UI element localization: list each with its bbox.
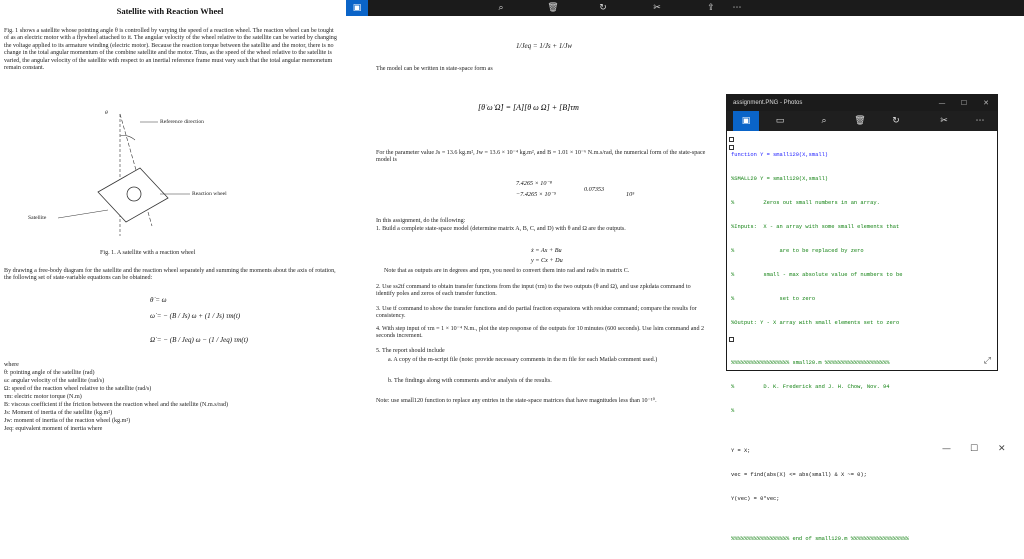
window-controls-bottom xyxy=(920,440,1024,459)
assignment-intro: In this assignment, do the following: xyxy=(376,218,466,224)
maximize-button[interactable]: ☐ xyxy=(960,99,968,107)
jeq-equation: 1/Jeq = 1/Js + 1/Jw xyxy=(516,42,573,50)
equation-wheel: Ω̇ = − (B / Jeq) ω − (1 / Jeq) τm(t) xyxy=(150,336,249,344)
def-6: Jw: moment of inertia of the reaction wheel (kg.m²) xyxy=(4,418,131,424)
close-icon[interactable]: ✕ xyxy=(998,444,1006,454)
minimize-button[interactable]: — xyxy=(938,99,946,107)
num-c: 0.07353 xyxy=(584,186,605,193)
code-line: Y(vec) = 0*vec; xyxy=(731,496,780,502)
doc-title: Satellite with Reaction Wheel xyxy=(116,6,224,16)
image-icon[interactable]: ▣ xyxy=(346,0,368,16)
code-line: % xyxy=(731,408,735,414)
task-2: 2. Use ss2tf command to obtain transfer functions from the input (τm) to the two outputs (θ and Ω), and use zpkdata command to identify poles and zeros of each transfer function. xyxy=(376,284,691,298)
fullscreen-icon[interactable]: ⤢ xyxy=(983,356,991,366)
maximize-icon[interactable]: ☐ xyxy=(970,444,979,454)
equation-theta: θ̇ = ω xyxy=(150,296,167,304)
where-text: where xyxy=(4,362,19,368)
svg-text:[θ̇ ω̇ Ω̇] = [A][θ ω Ω] + [B]τ: [θ̇ ω̇ Ω̇] = [A][θ ω Ω] + [B]τm xyxy=(478,103,579,112)
fold-marker[interactable] xyxy=(729,145,734,150)
fbd-paragraph: By drawing a free-body diagram for the satellite and the reaction wheel separately and summing the moments about the axis of rotation, the following set of state-variable equations can be obtained: xyxy=(4,268,336,282)
reaction-wheel-shape xyxy=(127,187,141,201)
task-5b: b. The findings along with comments and/or analysis of the results. xyxy=(388,378,552,384)
code-line: vec = find(abs(X) <= abs(small) & X ~= 0); xyxy=(731,472,867,478)
num-a: 7.4265 × 10⁻⁸ xyxy=(516,180,552,187)
fold-marker[interactable] xyxy=(729,137,734,142)
equation-omega: ω̇ = − (B / Js) ω + (1 / Js) τm(t) xyxy=(150,312,241,320)
code-image xyxy=(731,135,995,542)
viewer-toolbar xyxy=(346,0,1024,16)
task-4: 4. With step input of τm = 1 × 10⁻⁴ N.m., plot the step response of the outputs for 10 minutes (600 seconds). Use lsim command and 2 seconds increment. xyxy=(376,326,705,340)
equation-state: ẋ = Ax + Bu xyxy=(531,247,562,254)
def-5: Js: Moment of inertia of the satellite (kg.m²) xyxy=(4,410,113,416)
equation-output: y = Cx + Du xyxy=(531,257,563,264)
reference-direction-label: Reference direction xyxy=(160,119,204,125)
def-3: τm: electric motor torque (N.m) xyxy=(4,394,82,400)
edit-icon[interactable]: ✂ xyxy=(653,3,661,13)
code-line: %Output: Y - X array with small elements set to zero xyxy=(731,320,900,326)
code-line: % are to be replaced by zero xyxy=(731,248,864,254)
photos-window xyxy=(726,94,998,542)
photos-toolbar xyxy=(727,111,997,131)
task-5a: a. A copy of the m-script file (note: provide necessary comments in the m file for each Matlab comment used.) xyxy=(388,357,658,363)
more-icon[interactable]: ⋯ xyxy=(975,116,985,126)
theta-label: θ xyxy=(105,110,108,116)
photos-title: assignment.PNG - Photos xyxy=(733,100,803,106)
zoom-icon[interactable]: ⌕ xyxy=(821,116,827,126)
code-line: %%%%%%%%%%%%%%%%%% end of small120.m %%%%%%%%%%%%%%%%%% xyxy=(731,536,909,542)
figure-caption: Fig. 1. A satellite with a reaction wheel xyxy=(100,250,196,256)
task-3: 3. Use tf command to show the transfer functions and do partial fraction expansions with residue command; compare the results for consistency. xyxy=(376,306,697,320)
code-line: % D. K. Frederick and J. H. Chow, Nov. 94 xyxy=(731,384,890,390)
code-line: %SMALL20 Y = small120(X,small) xyxy=(731,176,829,182)
state-space-intro: The model can be written in state-space form as xyxy=(376,66,493,72)
document-left-page xyxy=(0,0,366,459)
delete-icon[interactable]: 🗑 xyxy=(547,3,559,13)
parameter-text: For the parameter value Js = 13.6 kg.m², Jw = 13.6 × 10⁻⁴ kg.m², and B = 1.01 × 10⁻⁶ N.m.s/rad, the numerical form of the state-space model is xyxy=(376,150,706,164)
def-4: B: viscous coefficient if the friction between the reaction wheel and the satellite (N.m.s/rad) xyxy=(4,402,229,408)
zoom-icon[interactable]: ⌕ xyxy=(498,3,504,13)
image-icon[interactable]: ▣ xyxy=(733,111,759,131)
edit-icon[interactable]: ✂ xyxy=(940,116,948,126)
more-icon[interactable]: ⋯ xyxy=(732,3,742,13)
satellite-label: Satellite xyxy=(28,215,47,221)
fold-marker[interactable] xyxy=(729,337,734,342)
num-b: −7.4265 × 10⁻⁵ xyxy=(516,191,557,198)
slideshow-icon[interactable]: ▭ xyxy=(775,116,785,126)
code-line: %%%%%%%%%%%%%%%%%% small20.m %%%%%%%%%%%%%%%%%%%% xyxy=(731,360,890,366)
def-0: θ: pointing angle of the satellite (rad) xyxy=(4,370,95,376)
intro-paragraph: Fig. 1 shows a satellite whose pointing angle θ is controlled by varying the speed of a reaction wheel. The reaction wheel can be tought of as an electric motor with a flywheel attached to it. The angular velocity of the wheel relative to the satellite can be varied by changing the voltage applied to its armature winding (electric motor). Because the reaction torque between the satellite and the motor, there is no change in the total angular momentum of the combine satellite and the motor. Thus, as the speed of the wheel relative to the satellite is varied, the angular velocity of the satellite with respect to an inertial reference frame must vary such that the total angular memonetum remain constant. xyxy=(4,28,337,72)
def-7: Jeq: equivalent moment of inertia where xyxy=(4,426,103,432)
code-line: function Y = small120(X,small) xyxy=(731,152,829,158)
code-line: % Zeros out small numbers in an array. xyxy=(731,200,880,206)
close-button[interactable]: ✕ xyxy=(983,99,989,107)
note-2: Note: use small120 function to replace any entries in the state-space matrices that have magnitudes less than 10⁻¹⁰. xyxy=(376,398,657,404)
reaction-wheel-label: Reaction wheel xyxy=(192,191,227,197)
rotate-icon[interactable]: ↻ xyxy=(599,3,607,13)
minimize-icon[interactable]: — xyxy=(942,444,951,454)
document-right-page xyxy=(366,0,720,459)
def-2: Ω: speed of the reaction wheel relative to the satellite (rad/s) xyxy=(4,386,152,392)
def-1: ω: angular velocity of the satellite (rad/s) xyxy=(4,378,105,384)
code-line: Y = X; xyxy=(731,448,751,454)
share-icon[interactable]: ⇪ xyxy=(707,3,715,13)
code-line: %Inputs: X - an array with some small elements that xyxy=(731,224,900,230)
code-line: % small - max absolute value of numbers to be xyxy=(731,272,903,278)
rotate-icon[interactable]: ↻ xyxy=(892,116,900,126)
task-5: 5. The report should include xyxy=(376,348,445,354)
symbolic-state-matrix xyxy=(476,80,626,136)
satellite-leader xyxy=(58,210,108,218)
delete-icon[interactable]: 🗑 xyxy=(854,116,866,126)
num-d: 10⁵ xyxy=(626,191,635,198)
satellite-figure xyxy=(40,106,340,246)
task-1: 1. Build a complete state-space model (determine matrix A, B, C, and D) with θ and Ω are the outputs. xyxy=(376,226,626,232)
note-1: Note that as outputs are in degrees and rpm, you need to convert them into rad and rad/s in matrix C. xyxy=(384,268,630,274)
code-line: % set to zero xyxy=(731,296,816,302)
